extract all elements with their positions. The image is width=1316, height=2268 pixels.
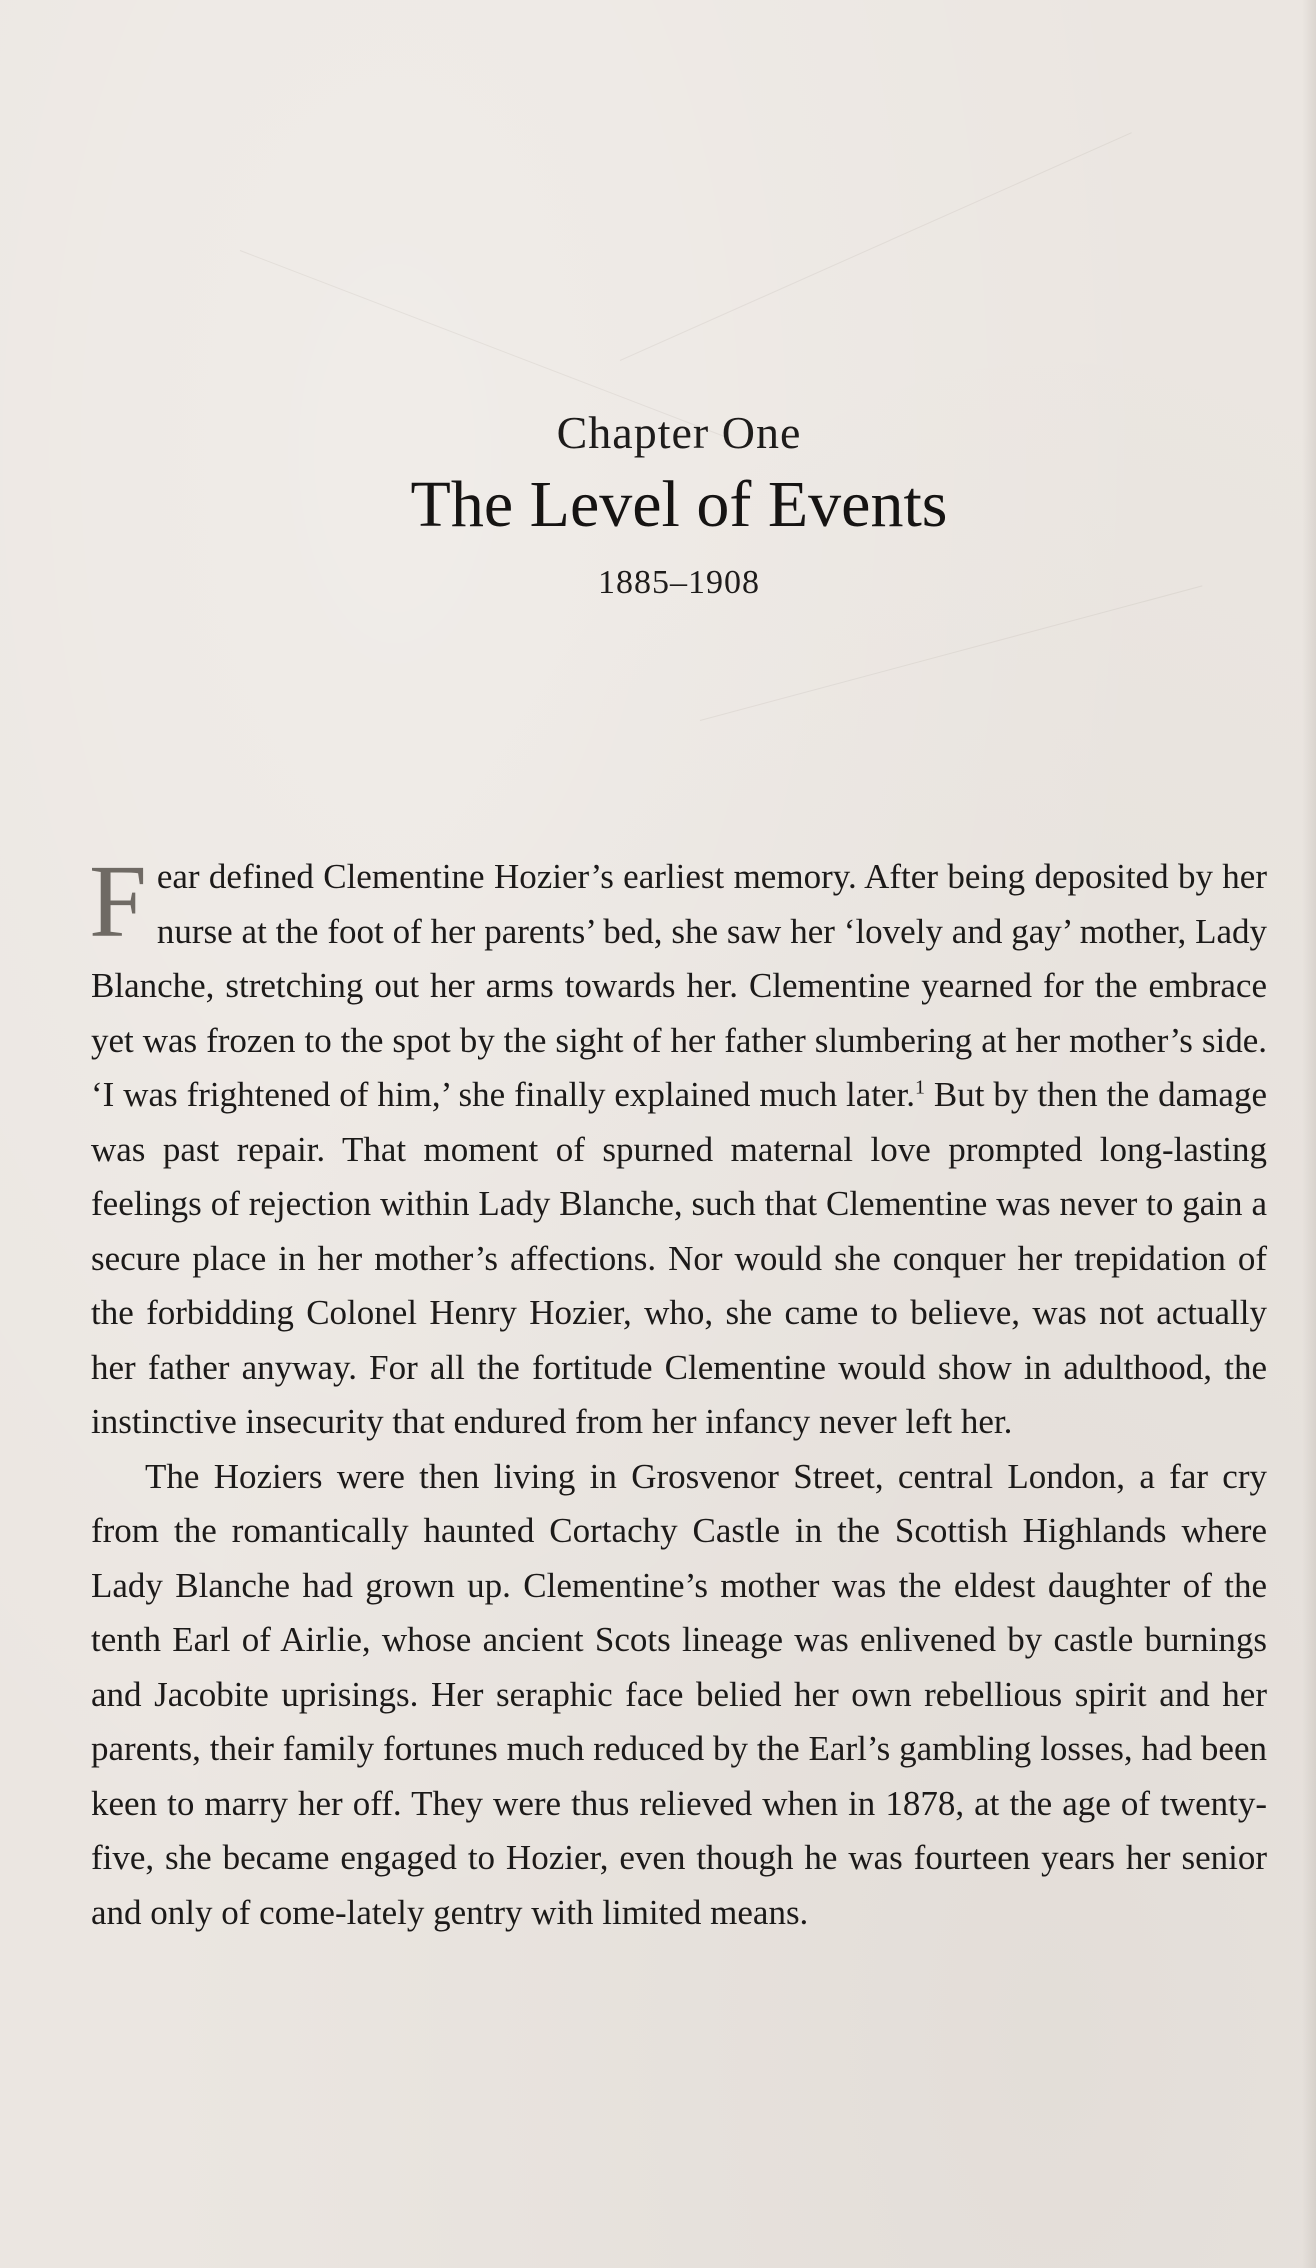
- paragraph-text: But by then the damage was past repair. That moment of spurned maternal love prompted long-lasting feelings of rejection within Lady Blanche, such that Clementine was never to gain a secure place in her mother’s affections. Nor would she conquer her trepidation of the forbidding Colonel Henry Hozier, who, she came to believe, was not actually her father anyway. For all the fortitude Clementine would show in adulthood, the instinctive insecurity that endured from her infancy never left her.: [91, 1075, 1267, 1441]
- chapter-number: Chapter One: [556, 407, 802, 458]
- paragraph-text: The Hoziers were then living in Grosvenor Street, central London, a far cry from the romantically haunted Cortachy Castle in the Scottish Highlands where Lady Blanche had grown up. Clementine’s mother was the eldest daughter of the tenth Earl of Airlie, whose ancient Scots lineage was enlivened by castle burnings and Jacobite uprisings. Her seraphic face belied her own rebellious spirit and her parents, their family fortunes much reduced by the Earl’s gambling losses, had been keen to marry her off. They were thus relieved when in 1878, at the age of twenty-five, she became engaged to Hozier, even though he was fourteen years her senior and only of come-lately gentry with limited means.: [91, 1456, 1267, 1932]
- chapter-heading: [0, 405, 1316, 605]
- chapter-body: [89, 844, 1267, 1940]
- page-edge-shadow: [1302, 0, 1316, 2268]
- paper-crease: [620, 132, 1132, 361]
- chapter-dates: 1885–1908: [598, 564, 760, 601]
- paragraph-text: ear defined Clementine Hozier’s earliest memory. After being deposited by her nurse at the foot of her parents’ bed, she saw her ‘lovely and gay’ mother, Lady Blanche, stretching out her arms towards her. Clementine yearned for the embrace yet was frozen to the spot by the sight of her father slumbering at her mother’s side. ‘I was frightened of him,’ she finally explained much later.: [91, 857, 1267, 1114]
- paragraph: [91, 1450, 1267, 1941]
- chapter-title: The Level of Events: [410, 468, 948, 541]
- paragraph: [89, 844, 1267, 1450]
- footnote-marker[interactable]: 1: [915, 1076, 926, 1099]
- paper-crease: [700, 585, 1203, 721]
- drop-cap: F: [89, 844, 147, 959]
